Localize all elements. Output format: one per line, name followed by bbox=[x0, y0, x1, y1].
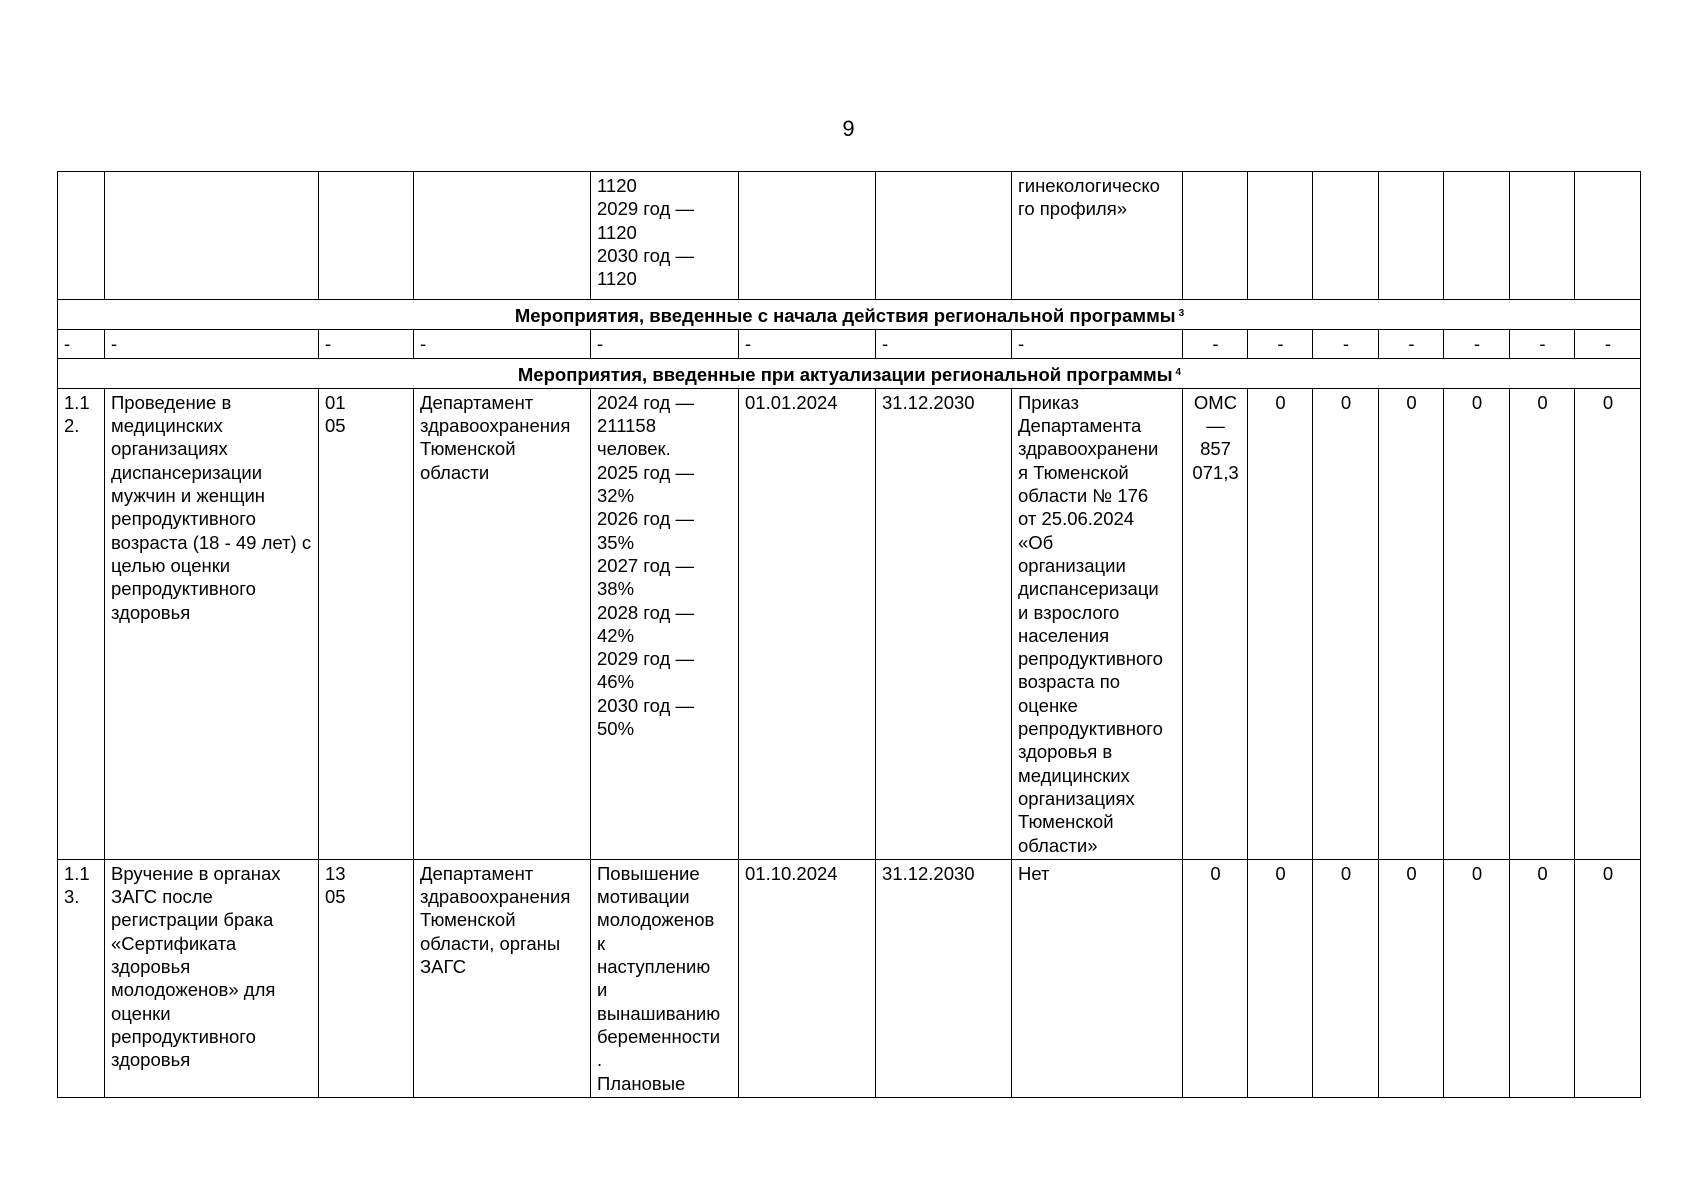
cell-start: 01.10.2024 bbox=[739, 859, 876, 1097]
dash-cell: - bbox=[1313, 330, 1379, 358]
cell-number: 1.1 3. bbox=[58, 859, 105, 1097]
cell-funding bbox=[1575, 172, 1641, 300]
dash-cell: - bbox=[414, 330, 591, 358]
cell-end: 31.12.2030 bbox=[876, 388, 1012, 859]
cell-name: Проведение в медицинских организациях диспансеризации мужчин и женщин репродуктивного возраста (18 - 49 лет) с целью оценки репродуктивного здоровья bbox=[105, 388, 319, 859]
cell-code: 01 05 bbox=[319, 388, 414, 859]
dash-cell: - bbox=[1575, 330, 1641, 358]
footnote-mark: 3 bbox=[1178, 308, 1185, 319]
cell-indicators: 2024 год — 211158 человек. 2025 год — 32% 2026 год — 35% 2027 год — 38% 2028 год — 42% 2029 год — 46% 2030 год — 50% bbox=[591, 388, 739, 859]
cell-basis: гинекологическо го профиля» bbox=[1012, 172, 1183, 300]
section-header-row bbox=[58, 300, 1641, 330]
section-header bbox=[58, 300, 1641, 330]
section-header bbox=[58, 358, 1641, 388]
dash-cell: - bbox=[1444, 330, 1510, 358]
cell-funding: 0 bbox=[1313, 859, 1379, 1097]
cell-name bbox=[105, 172, 319, 300]
cell-funding: 0 bbox=[1510, 859, 1575, 1097]
dash-cell: - bbox=[876, 330, 1012, 358]
dash-cell: - bbox=[1248, 330, 1313, 358]
cell-funding: 0 bbox=[1510, 388, 1575, 859]
cell-start bbox=[739, 172, 876, 300]
cell-funding: 0 bbox=[1183, 859, 1248, 1097]
table-row bbox=[58, 388, 1641, 859]
cell-indicators: 1120 2029 год — 1120 2030 год — 1120 bbox=[591, 172, 739, 300]
page-number: 9 bbox=[842, 116, 855, 141]
cell-basis: Приказ Департамента здравоохранени я Тюменской области № 176 от 25.06.2024 «Об организации диспансеризаци и взрослого населения репродуктивного возраста по оценке репродуктивного здоровья в медицинских организациях Тюменской области» bbox=[1012, 388, 1183, 859]
dash-cell: - bbox=[1183, 330, 1248, 358]
empty-dash-row bbox=[58, 330, 1641, 358]
cell-funding: 0 bbox=[1575, 859, 1641, 1097]
dash-cell: - bbox=[591, 330, 739, 358]
cell-funding bbox=[1379, 172, 1444, 300]
cell-number: 1.1 2. bbox=[58, 388, 105, 859]
cell-funding: 0 bbox=[1248, 859, 1313, 1097]
cell-executor: Департамент здравоохранения Тюменской области, органы ЗАГС bbox=[414, 859, 591, 1097]
cell-funding bbox=[1248, 172, 1313, 300]
section-header-row bbox=[58, 358, 1641, 388]
cell-executor bbox=[414, 172, 591, 300]
cell-end: 31.12.2030 bbox=[876, 859, 1012, 1097]
cell-executor: Департамент здравоохранения Тюменской области bbox=[414, 388, 591, 859]
program-table bbox=[57, 171, 1641, 1098]
cell-funding: 0 bbox=[1313, 388, 1379, 859]
cell-funding bbox=[1183, 172, 1248, 300]
cell-funding: 0 bbox=[1575, 388, 1641, 859]
dash-cell: - bbox=[58, 330, 105, 358]
dash-cell: - bbox=[1012, 330, 1183, 358]
cell-code: 13 05 bbox=[319, 859, 414, 1097]
cell-start: 01.01.2024 bbox=[739, 388, 876, 859]
cell-funding bbox=[1313, 172, 1379, 300]
cell-indicators: Повышение мотивации молодоженов к наступлению и вынашиванию беременности . Плановые bbox=[591, 859, 739, 1097]
cell-funding: 0 bbox=[1379, 388, 1444, 859]
dash-cell: - bbox=[319, 330, 414, 358]
section-title: Мероприятия, введенные при актуализации региональной программы bbox=[517, 363, 1173, 385]
dash-cell: - bbox=[1379, 330, 1444, 358]
table-row bbox=[58, 859, 1641, 1097]
cell-basis: Нет bbox=[1012, 859, 1183, 1097]
cell-funding: 0 bbox=[1248, 388, 1313, 859]
cell-name: Вручение в органах ЗАГС после регистрации брака «Сертификата здоровья молодоженов» для оценки репродуктивного здоровья bbox=[105, 859, 319, 1097]
cell-number bbox=[58, 172, 105, 300]
cell-end bbox=[876, 172, 1012, 300]
cell-funding: 0 bbox=[1444, 388, 1510, 859]
cell-funding bbox=[1444, 172, 1510, 300]
cell-code bbox=[319, 172, 414, 300]
cell-funding: 0 bbox=[1444, 859, 1510, 1097]
continuation-row bbox=[58, 172, 1641, 300]
cell-funding: 0 bbox=[1379, 859, 1444, 1097]
dash-cell: - bbox=[1510, 330, 1575, 358]
footnote-mark: 4 bbox=[1175, 366, 1182, 378]
dash-cell: - bbox=[105, 330, 319, 358]
dash-cell: - bbox=[739, 330, 876, 358]
cell-funding bbox=[1510, 172, 1575, 300]
cell-funding: ОМС — 857 071,3 bbox=[1183, 388, 1248, 859]
section-title: Мероприятия, введенные с начала действия региональной программы bbox=[514, 305, 1176, 326]
